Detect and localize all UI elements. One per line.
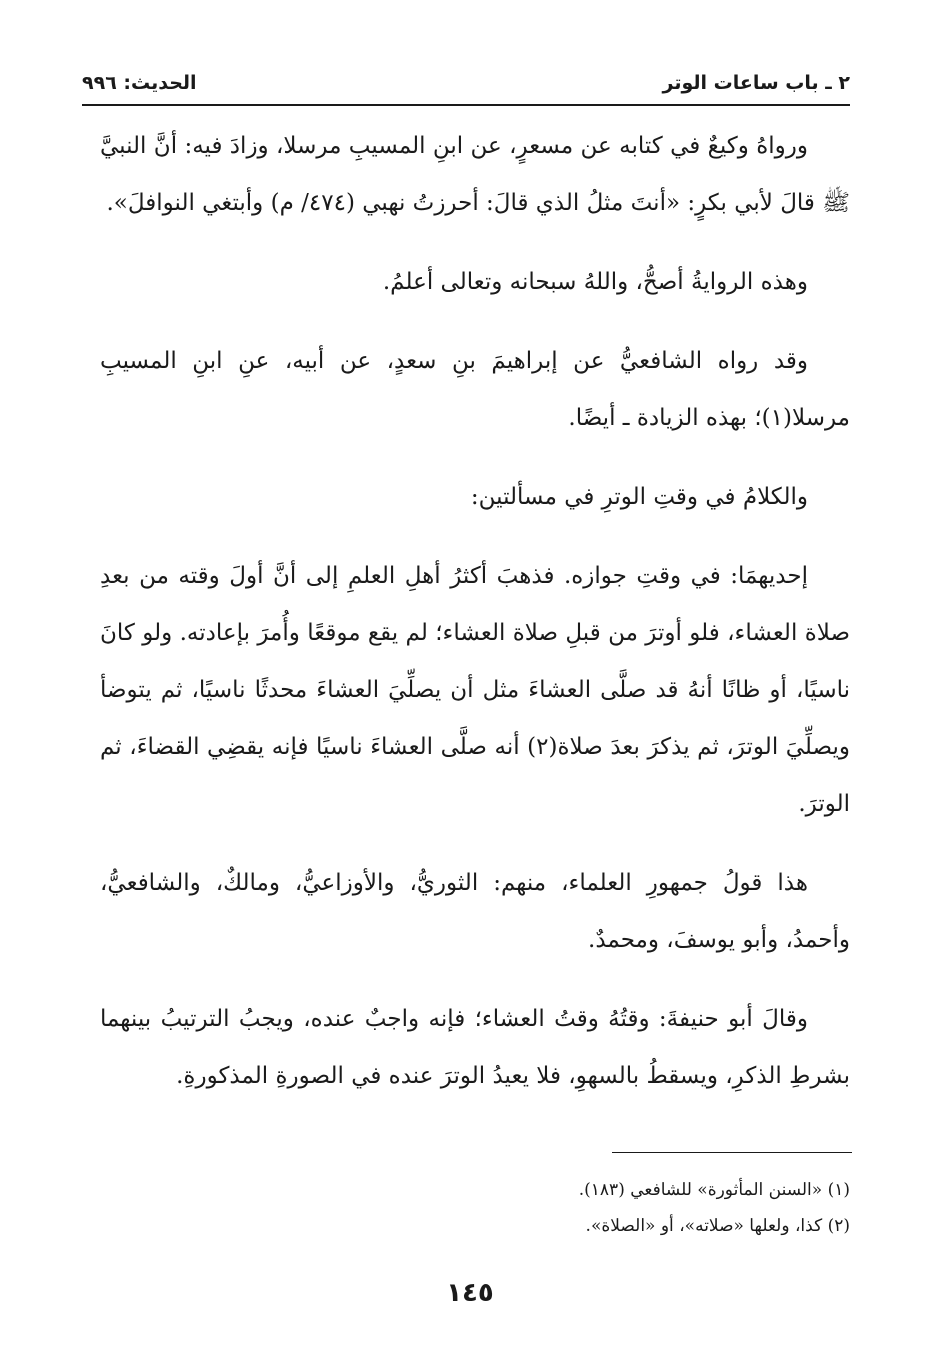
header-rule	[82, 104, 850, 106]
paragraph: وقالَ أبو حنيفةَ: وقتُهُ وقتُ العشاء؛ فإنه واجبٌ عنده، ويجبُ الترتيبُ بينهما بشرطِ الذكرِ، ويسقطُ بالسهوِ، فلا يعيدُ الوترَ عنده في الصورةِ المذكورةِ.	[100, 1006, 850, 1089]
paragraph: ورواهُ وكيعٌ في كتابه عن مسعرٍ، عن ابنِ المسيبِ مرسلا، وزادَ فيه: أنَّ النبيَّ ﷺ قالَ لأبي بكرٍ: «أنتَ مثلُ الذي قالَ: أحرزتُ نهبي (٤٧٤/ م) وأبتغي النوافلَ».	[100, 133, 850, 216]
hadith-number: الحديث: ٩٩٦	[82, 72, 197, 94]
paragraph: والكلامُ في وقتِ الوترِ في مسألتين:	[470, 484, 808, 510]
footnote-rule	[612, 1152, 852, 1153]
page-number: ١٤٥	[446, 1278, 494, 1308]
footnote: (١) «السنن المأثورة» للشافعي (١٨٣).	[578, 1180, 850, 1200]
footnote: (٢) كذا، ولعلها «صلاته»، أو «الصلاة».	[585, 1216, 850, 1236]
paragraph: وقد رواه الشافعيُّ عن إبراهيمَ بنِ سعدٍ، عن أبيه، عنِ ابنِ المسيبِ مرسلا(١)؛ بهذه الزيادة ـ أيضًا.	[100, 348, 850, 431]
paragraph: إحديهمَا: في وقتِ جوازه. فذهبَ أكثرُ أهلِ العلمِ إلى أنَّ أولَ وقته من بعدِ صلاة العشاء، فلو أوترَ من قبلِ صلاة العشاء؛ لم يقع موقعًا وأُمرَ بإعادته. ولو كانَ ناسيًا، أو ظانًا أنهُ قد صلَّى العشاءَ مثل أن يصلِّيَ العشاءَ محدثًا ناسيًا، ثم يتوضأ ويصلِّيَ الوترَ، ثم يذكرَ بعدَ صلاة(٢) أنه صلَّى العشاءَ ناسيًا فإنه يقضِي القضاءَ، ثم الوترَ.	[100, 563, 851, 817]
main-text	[100, 118, 850, 1105]
paragraph: وهذه الروايةُ أصحُّ، واللهُ سبحانه وتعالى أعلمُ.	[382, 269, 808, 295]
running-header	[82, 66, 850, 100]
paragraph: هذا قولُ جمهورِ العلماء، منهم: الثوريُّ، والأوزاعيُّ، ومالكٌ، والشافعيُّ، وأحمدُ، وأبو يوسفَ، ومحمدٌ.	[100, 870, 850, 953]
chapter-title: ٢ ـ باب ساعات الوتر	[662, 72, 850, 94]
footnotes	[100, 1172, 850, 1244]
